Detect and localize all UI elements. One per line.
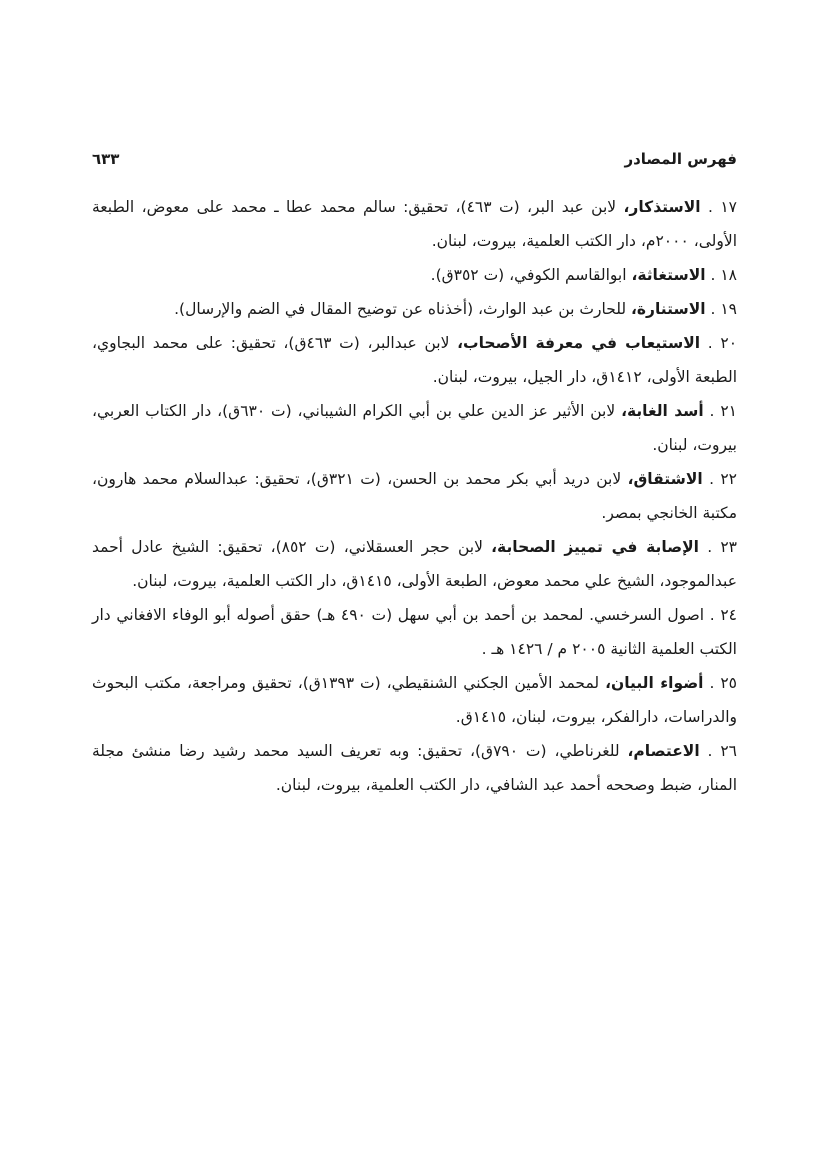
entry-title: الإصابة في تمييز الصحابة،	[491, 538, 699, 556]
entry-title: الاستذكار،	[623, 198, 701, 216]
entry-text: للحارث بن عبد الوارث، (أخذناه عن توضيح المقال في الضم والإرسال).	[174, 300, 632, 318]
entry-number: ٢٠ .	[700, 334, 738, 352]
entry-title: الاشتقاق،	[627, 470, 703, 488]
entry-number: ٢٦ .	[699, 742, 738, 760]
entry-number: ١٧ .	[700, 198, 737, 216]
bibliography-entry	[92, 530, 737, 598]
entry-title: أضواء البيان،	[605, 674, 704, 692]
entry-title: الاستغاثة،	[631, 266, 706, 284]
entry-number: ١٨ .	[705, 266, 737, 284]
entry-number: ٢٣ .	[698, 538, 738, 556]
bibliography-entry	[92, 394, 737, 462]
running-header	[92, 150, 737, 190]
entry-title: الاعتصام،	[627, 742, 700, 760]
entry-text: لمحمد الأمين الجكني الشنقيطي، (ت ١٣٩٣ق)، تحقيق ومراجعة، مكتب البحوث والدراسات، دارالفكر، بيروت، لبنان، ١٤١٥ق.	[92, 674, 737, 726]
entry-number: ٢٤ .	[704, 606, 737, 624]
entry-text: لابن الأثير عز الدين علي بن أبي الكرام الشيباني، (ت ٦٣٠ق)، دار الكتاب العربي، بيروت، لبنان.	[92, 402, 737, 454]
entry-text: ابوالقاسم الكوفي، (ت ٣٥٢ق).	[430, 266, 632, 284]
entry-number: ٢١ .	[703, 402, 737, 420]
document-page	[92, 150, 737, 802]
page-number: ٦٣٣	[92, 150, 120, 168]
section-title: فهرس المصادر	[624, 150, 737, 168]
bibliography-entry	[92, 258, 737, 292]
bibliography-entry	[92, 734, 737, 802]
bibliography-entry	[92, 190, 737, 258]
entry-text: لابن حجر العسقلاني، (ت ٨٥٢)، تحقيق: الشيخ عادل أحمد عبدالموجود، الشيخ علي محمد معوض، الطبعة الأولى، ١٤١٥ق، دار الكتب العلمية، بيروت، لبنان.	[92, 538, 737, 590]
bibliography-entry	[92, 326, 737, 394]
entry-number: ٢٢ .	[702, 470, 737, 488]
bibliography-entry	[92, 462, 737, 530]
bibliography-entry	[92, 292, 737, 326]
entry-text: لابن عبدالبر، (ت ٤٦٣ق)، تحقيق: على محمد البجاوي، الطبعة الأولى، ١٤١٢ق، دار الجيل، بيروت، لبنان.	[92, 334, 737, 386]
entry-number: ١٩ .	[705, 300, 737, 318]
entry-number: ٢٥ .	[703, 674, 738, 692]
bibliography-entry	[92, 666, 737, 734]
entry-text: لابن عبد البر، (ت ٤٦٣)، تحقيق: سالم محمد عطا ـ محمد على معوض، الطبعة الأولى، ٢٠٠٠م، دار الكتب العلمية، بيروت، لبنان.	[92, 198, 737, 250]
entry-title: الاستنارة،	[631, 300, 706, 318]
bibliography-list	[92, 190, 737, 802]
entry-text: اصول السرخسي. لمحمد بن أحمد بن أبي سهل (ت ٤٩٠ هـ) حقق أصوله أبو الوفاء الافغاني دار الكتب العلمية الثانية ٢٠٠٥ م / ١٤٢٦ هـ .	[92, 606, 737, 658]
entry-text: لابن دريد أبي بكر محمد بن الحسن، (ت ٣٢١ق)، تحقيق: عبدالسلام محمد هارون، مكتبة الخانجي بمصر.	[92, 470, 737, 522]
entry-text: للغرناطي، (ت ٧٩٠ق)، تحقيق: وبه تعريف السيد محمد رشيد رضا منشئ مجلة المنار، ضبط وصححه أحمد عبد الشافي، دار الكتب العلمية، بيروت، لبنان.	[92, 742, 737, 794]
bibliography-entry	[92, 598, 737, 666]
entry-title: الاستيعاب في معرفة الأصحاب،	[457, 334, 701, 352]
entry-title: أسد الغابة،	[621, 402, 704, 420]
